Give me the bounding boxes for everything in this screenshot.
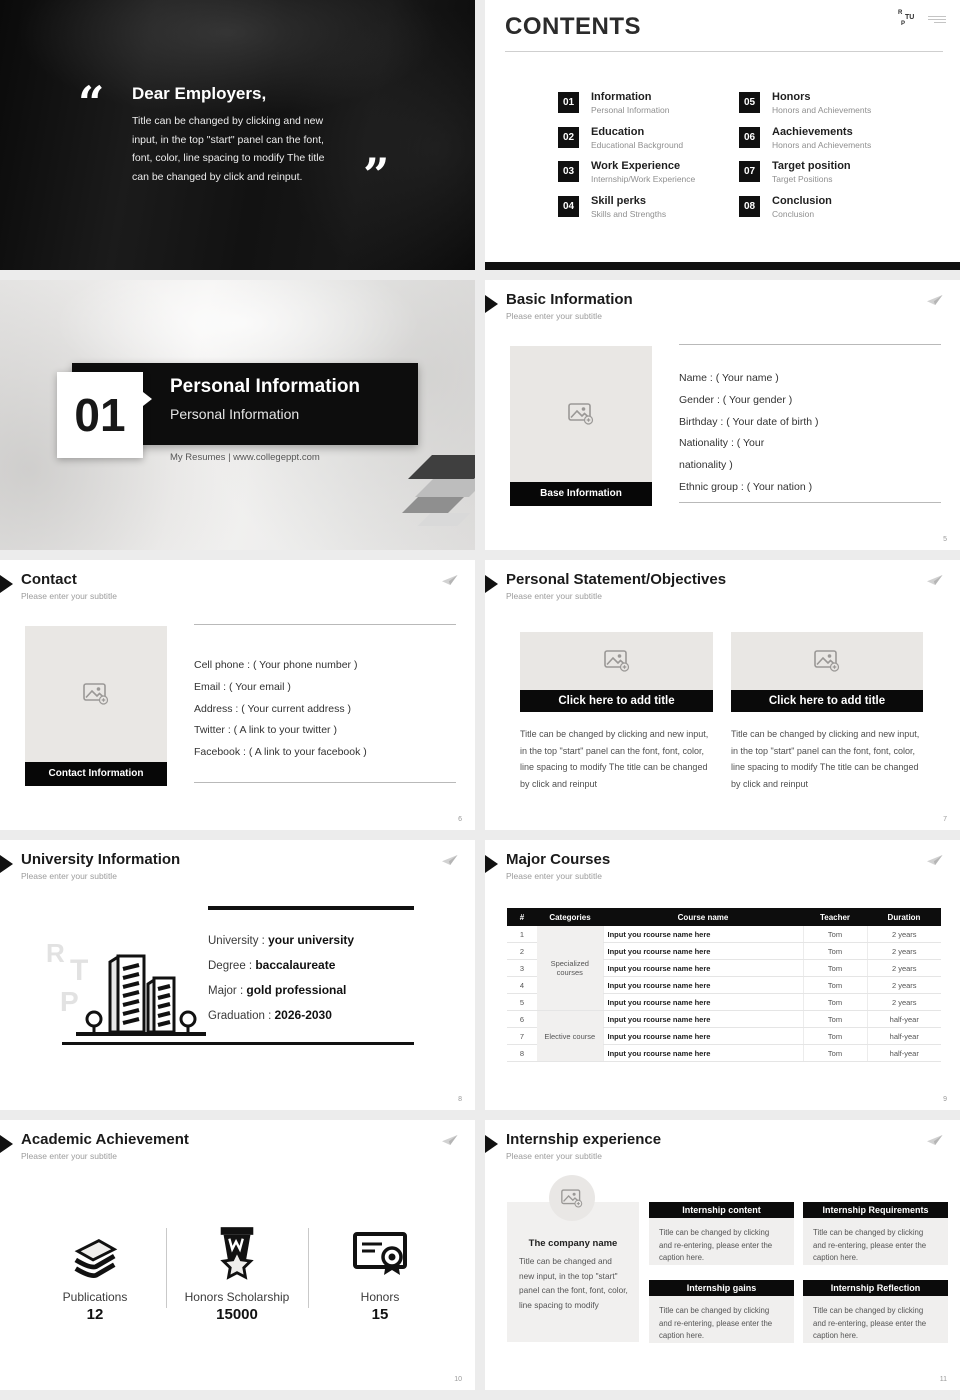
university-building-icon <box>76 940 206 1040</box>
image-placeholder-box[interactable] <box>25 626 167 762</box>
card-body: Title can be changed by clicking and new input, in the top "start" panel can the font, font, color, line spacing to modify The title can be changed by click and reinput <box>731 729 920 789</box>
cell-num: 2 <box>507 943 537 960</box>
divider <box>679 502 941 503</box>
section-footer: My Resumes | www.collegeppt.com <box>170 452 320 463</box>
banner-deco <box>418 513 471 526</box>
slide-subtitle: Please enter your subtitle <box>506 871 602 881</box>
stat-label: Honors <box>360 1290 400 1304</box>
image-placeholder-box[interactable] <box>731 632 923 690</box>
table-header-row <box>507 908 941 926</box>
header-arrow-icon <box>0 855 13 873</box>
photo-caption: Base Information <box>510 482 652 506</box>
stat-publications <box>25 1220 165 1323</box>
slide-title: Internship experience <box>506 1131 662 1148</box>
logo-letter: TU <box>905 14 915 21</box>
cell-duration: 2 years <box>867 943 941 960</box>
logo-line <box>928 19 946 20</box>
item-number-badge: 04 <box>558 196 579 217</box>
slide-subtitle: Please enter your subtitle <box>506 311 602 321</box>
logo-line <box>928 16 946 17</box>
logo-letter: P <box>901 21 906 27</box>
cell-course: Input you rcourse name here <box>603 1045 803 1062</box>
row-1 <box>0 0 960 270</box>
quote-title: Dear Employers, <box>132 84 267 103</box>
card-title: Internship content <box>649 1202 794 1218</box>
row-3 <box>0 560 960 830</box>
item-number-badge: 01 <box>558 92 579 113</box>
page-number: 11 <box>939 1376 947 1383</box>
add-image-icon <box>604 650 630 672</box>
slide-subtitle: Please enter your subtitle <box>21 871 117 881</box>
cell-duration: half-year <box>867 1011 941 1028</box>
cell-course: Input you rcourse name here <box>603 926 803 943</box>
internship-card-reflection <box>803 1280 948 1343</box>
item-label: Honors <box>772 91 811 103</box>
row-2 <box>0 280 960 550</box>
brand-logo <box>898 10 946 30</box>
cell-duration: 2 years <box>867 977 941 994</box>
field-line: Ethnic group : ( Your nation ) <box>679 480 813 493</box>
paper-plane-icon <box>926 574 944 586</box>
cell-duration: 2 years <box>867 994 941 1011</box>
field-line: nationality ) <box>679 459 733 472</box>
contents-item-6 <box>739 127 939 155</box>
cell-num: 4 <box>507 977 537 994</box>
section-subtitle: Personal Information <box>170 406 300 422</box>
slide-subtitle: Please enter your subtitle <box>21 1151 117 1161</box>
field-line: Email : ( Your email ) <box>194 680 291 693</box>
item-sub: Honors and Achievements <box>772 140 872 150</box>
item-number-badge: 05 <box>739 92 760 113</box>
university-fields <box>208 928 354 1028</box>
slide-title: Basic Information <box>506 291 633 308</box>
cell-category: Elective course <box>537 1011 603 1062</box>
contact-fields <box>194 655 456 764</box>
header-arrow-icon <box>485 295 498 313</box>
field-value: baccalaureate <box>255 958 336 972</box>
publications-icon <box>67 1232 123 1282</box>
field-label: University : <box>208 935 265 947</box>
photo-caption: Contact Information <box>25 762 167 786</box>
item-sub: Internship/Work Experience <box>591 174 696 184</box>
cell-course: Input you rcourse name here <box>603 994 803 1011</box>
contents-item-5 <box>739 92 939 120</box>
company-body: Title can be changed and new input, in the top "start" panel can the font, font, color, line spacing to modify <box>519 1256 628 1310</box>
slide-contents <box>485 0 960 270</box>
field-line <box>208 978 354 1003</box>
header-arrow-icon <box>0 1135 13 1153</box>
section-title: Personal Information <box>170 376 361 397</box>
page-number: 8 <box>458 1096 462 1103</box>
scholarship-medal-icon <box>214 1226 260 1282</box>
item-sub: Personal Information <box>591 105 670 115</box>
add-image-icon <box>814 650 840 672</box>
field-label: Major : <box>208 985 244 997</box>
item-label: Aachievements <box>772 126 853 138</box>
stat-honors <box>310 1220 450 1323</box>
slide-section-01 <box>0 280 475 550</box>
item-label: Education <box>591 126 645 138</box>
slide-university <box>0 840 475 1110</box>
contents-item-4 <box>558 196 758 224</box>
slide-subtitle: Please enter your subtitle <box>506 1151 602 1161</box>
item-sub: Skills and Strengths <box>591 209 667 219</box>
row-4 <box>0 840 960 1110</box>
divider <box>194 782 456 783</box>
field-line: Cell phone : ( Your phone number ) <box>194 659 358 671</box>
cell-teacher: Tom <box>803 1045 867 1062</box>
accent-bar <box>208 906 414 910</box>
card-body: Title can be changed by clicking and re-entering, please enter the caption here. <box>649 1296 794 1343</box>
cell-num: 3 <box>507 960 537 977</box>
cell-teacher: Tom <box>803 994 867 1011</box>
paper-plane-icon <box>441 854 459 866</box>
item-label: Skill perks <box>591 195 647 207</box>
item-number-badge: 02 <box>558 127 579 148</box>
card-title: Internship gains <box>649 1280 794 1296</box>
item-sub: Honors and Achievements <box>772 105 872 115</box>
page-number: 6 <box>458 816 462 823</box>
photo-placeholder[interactable] <box>25 626 167 786</box>
card-body: Title can be changed by clicking and new input, in the top "start" panel can the font, font, color, line spacing to modify The title can be changed by click and reinput <box>520 729 709 789</box>
slide-quote <box>0 0 475 270</box>
cell-course: Input you rcourse name here <box>603 1011 803 1028</box>
add-title-button[interactable]: Click here to add title <box>731 690 923 712</box>
slide-academic <box>0 1120 475 1390</box>
cell-category: Specialized courses <box>537 926 603 1011</box>
footer-bar <box>485 262 960 270</box>
card-title: Internship Requirements <box>803 1202 948 1218</box>
open-quote-icon: “ <box>78 76 105 130</box>
stat-value: 15 <box>371 1306 389 1323</box>
row-5 <box>0 1120 960 1390</box>
card-title: Internship Reflection <box>803 1280 948 1296</box>
logo-letter: R <box>898 10 903 16</box>
slide-basic-info <box>485 280 960 550</box>
cell-course: Input you rcourse name here <box>603 977 803 994</box>
slide-subtitle: Please enter your subtitle <box>21 591 117 601</box>
field-line: Twitter : ( A link to your twitter ) <box>194 724 337 737</box>
banner-deco <box>402 497 464 513</box>
image-placeholder-box[interactable] <box>510 346 652 482</box>
banner-deco <box>408 455 475 479</box>
cell-num: 7 <box>507 1028 537 1045</box>
slide-title: Contact <box>21 571 77 588</box>
card-body: Title can be changed by clicking and re-entering, please enter the caption here. <box>649 1218 794 1265</box>
field-value: your university <box>268 933 355 947</box>
col-header: Duration <box>867 908 941 926</box>
company-name: The company name <box>528 1238 618 1249</box>
page-number: 5 <box>943 536 947 543</box>
cell-teacher: Tom <box>803 977 867 994</box>
notch-arrow-icon <box>143 392 152 406</box>
divider <box>308 1228 309 1308</box>
paper-plane-icon <box>926 854 944 866</box>
field-line <box>208 1003 354 1028</box>
field-line: Name : ( Your name ) <box>679 372 779 384</box>
watermark-letter: T <box>70 954 89 987</box>
slide-internship <box>485 1120 960 1390</box>
divider <box>194 624 456 625</box>
header-arrow-icon <box>485 855 498 873</box>
field-line: Birthday : ( Your date of birth ) <box>679 415 819 428</box>
title-rule <box>505 51 943 52</box>
slide-statement <box>485 560 960 830</box>
close-quote-icon: ” <box>363 148 390 202</box>
paper-plane-icon <box>441 1134 459 1146</box>
cell-duration: 2 years <box>867 960 941 977</box>
contents-item-8 <box>739 196 939 224</box>
col-header: Categories <box>537 908 603 926</box>
logo-line <box>934 22 946 23</box>
paper-plane-icon <box>926 1134 944 1146</box>
paper-plane-icon <box>926 294 944 306</box>
cell-num: 1 <box>507 926 537 943</box>
col-header: Teacher <box>803 908 867 926</box>
field-label: Degree : <box>208 960 253 972</box>
field-line <box>208 928 354 953</box>
cell-teacher: Tom <box>803 960 867 977</box>
cell-course: Input you rcourse name here <box>603 943 803 960</box>
item-sub: Conclusion <box>772 209 815 219</box>
header-arrow-icon <box>485 1135 498 1153</box>
card-body: Title can be changed by clicking and re-entering, please enter the caption here. <box>803 1296 948 1343</box>
col-header: Course name <box>603 908 803 926</box>
cell-course: Input you rcourse name here <box>603 960 803 977</box>
baseline-bar <box>62 1042 414 1045</box>
item-number-badge: 06 <box>739 127 760 148</box>
cell-duration: 2 years <box>867 926 941 943</box>
page-number: 7 <box>943 816 947 823</box>
item-label: Information <box>591 91 652 103</box>
statement-card-2 <box>731 632 923 792</box>
cell-num: 8 <box>507 1045 537 1062</box>
banner-deco <box>415 479 475 497</box>
slide-contact <box>0 560 475 830</box>
item-label: Target position <box>772 160 851 172</box>
cell-course: Input you rcourse name here <box>603 1028 803 1045</box>
item-sub: Educational Background <box>591 140 684 150</box>
photo-placeholder[interactable] <box>510 346 652 506</box>
courses-table <box>507 908 941 1062</box>
cell-duration: half-year <box>867 1045 941 1062</box>
section-number-box <box>57 372 143 458</box>
watermark-letter: R <box>46 938 65 968</box>
field-line: Facebook : ( A link to your facebook ) <box>194 746 367 759</box>
field-line: Nationality : ( Your <box>679 437 765 450</box>
contents-item-1 <box>558 92 758 120</box>
item-label: Work Experience <box>591 160 681 172</box>
contents-item-2 <box>558 127 758 155</box>
internship-card-content <box>649 1202 794 1265</box>
internship-card-gains <box>649 1280 794 1343</box>
cell-num: 5 <box>507 994 537 1011</box>
add-title-button[interactable]: Click here to add title <box>520 690 713 712</box>
add-image-icon <box>561 1189 583 1208</box>
add-image-icon <box>568 403 594 425</box>
cell-teacher: Tom <box>803 1028 867 1045</box>
stat-scholarship <box>167 1220 307 1323</box>
slide-title: University Information <box>21 851 181 868</box>
paper-plane-icon <box>441 574 459 586</box>
item-number-badge: 08 <box>739 196 760 217</box>
stat-label: Honors Scholarship <box>184 1290 290 1304</box>
table-row <box>507 1011 941 1028</box>
cell-teacher: Tom <box>803 943 867 960</box>
stat-label: Publications <box>62 1290 128 1304</box>
table-row <box>507 926 941 943</box>
card-body: Title can be changed by clicking and re-entering, please enter the caption here. <box>803 1218 948 1265</box>
section-number: 01 <box>74 389 126 441</box>
field-value: 2026-2030 <box>274 1008 332 1022</box>
watermark-letter: P <box>60 986 79 1017</box>
contents-item-7 <box>739 161 939 189</box>
add-image-icon <box>83 683 109 705</box>
field-line: Address : ( Your current address ) <box>194 702 351 715</box>
page-number: 9 <box>943 1096 947 1103</box>
item-number-badge: 07 <box>739 161 760 182</box>
cell-num: 6 <box>507 1011 537 1028</box>
cell-duration: half-year <box>867 1028 941 1045</box>
field-value: gold professional <box>246 983 347 997</box>
stat-value: 15000 <box>216 1306 258 1323</box>
field-label: Graduation : <box>208 1010 272 1022</box>
header-arrow-icon <box>0 575 13 593</box>
slide-courses <box>485 840 960 1110</box>
divider <box>679 344 941 345</box>
slide-title: Academic Achievement <box>21 1131 189 1148</box>
slide-subtitle: Please enter your subtitle <box>506 591 602 601</box>
stat-value: 12 <box>86 1306 104 1323</box>
header-arrow-icon <box>485 575 498 593</box>
contents-item-3 <box>558 161 758 189</box>
internship-card-requirements <box>803 1202 948 1265</box>
item-label: Conclusion <box>772 195 832 207</box>
item-sub: Target Positions <box>772 174 833 184</box>
cell-teacher: Tom <box>803 926 867 943</box>
basic-fields <box>679 368 941 499</box>
certificate-icon <box>352 1230 408 1282</box>
image-placeholder-box[interactable] <box>520 632 713 690</box>
col-header: # <box>507 908 537 926</box>
item-number-badge: 03 <box>558 161 579 182</box>
company-photo-placeholder[interactable] <box>549 1175 595 1221</box>
slide-title: Personal Statement/Objectives <box>506 571 727 588</box>
cell-teacher: Tom <box>803 1011 867 1028</box>
slide-title: Major Courses <box>506 851 611 868</box>
field-line <box>208 953 354 978</box>
page-number: 10 <box>454 1376 462 1383</box>
quote-body: Title can be changed by clicking and new input, in the top "start" panel can the font, font, color, line spacing to modify The title can be changed by click and reinput. <box>132 115 325 183</box>
contents-title: CONTENTS <box>505 13 641 40</box>
field-line: Gender : ( Your gender ) <box>679 393 793 406</box>
statement-card-1 <box>520 632 713 792</box>
